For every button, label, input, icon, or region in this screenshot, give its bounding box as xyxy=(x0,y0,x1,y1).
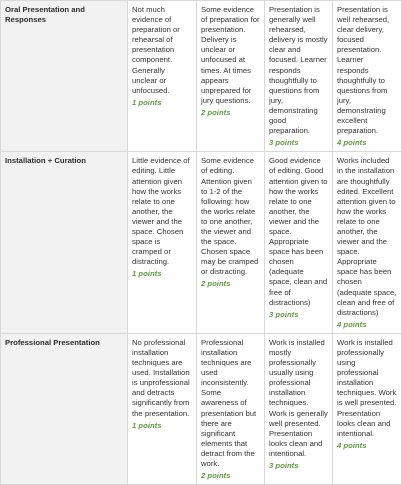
level-description: Some evidence of preparation for presentation. Delivery is unclear or unfocused at times. At times appears unprepared for jury questions. xyxy=(201,5,260,106)
level-cell xyxy=(333,1,401,152)
points-label: 2 points xyxy=(201,279,260,289)
points-label: 1 points xyxy=(132,98,192,108)
points-label: 2 points xyxy=(201,108,260,118)
level-description: Some evidence of editing. Attention given to 1-2 of the following: how the works relate to one another, the viewer and the space. Chosen space may be cramped or distracting. xyxy=(201,156,260,277)
level-cell xyxy=(333,333,401,484)
points-label: 4 points xyxy=(337,441,397,451)
level-description: Not much evidence of preparation or rehearsal of presentation component. Generally unclear or unfocused. xyxy=(132,5,192,96)
level-cell xyxy=(197,1,265,152)
points-label: 1 points xyxy=(132,421,192,431)
criterion-cell: Oral Presentation and Responses xyxy=(1,1,128,152)
level-description: Presentation is generally well rehearsed, delivery is mostly clear and focused. Learner responds thoughtfully to questions from jury, demonstrating good preparation. xyxy=(269,5,328,136)
points-label: 3 points xyxy=(269,138,328,148)
level-cell xyxy=(265,1,333,152)
points-label: 4 points xyxy=(337,138,397,148)
level-cell xyxy=(128,333,197,484)
rubric-row-installation-curation xyxy=(1,152,401,334)
points-label: 2 points xyxy=(201,471,260,481)
criterion-cell: Installation + Curation xyxy=(1,152,128,334)
level-cell xyxy=(265,333,333,484)
level-cell xyxy=(197,333,265,484)
points-label: 4 points xyxy=(337,320,397,330)
points-label: 1 points xyxy=(132,269,192,279)
rubric-row-professional-presentation xyxy=(1,333,401,484)
points-label: 3 points xyxy=(269,310,328,320)
level-description: Work is installed mostly professionally usually using professional installation techniques. Work is generally well presented. Presentation looks clean and intentional. xyxy=(269,338,328,459)
level-description: Works included in the installation are thoughtfully edited. Excellent attention given to how the works relate to one another, the viewer and the space. Appropriate space has been chosen (adequate space, clean and free of distractions) xyxy=(337,156,397,318)
rubric-row-oral-presentation xyxy=(1,1,401,152)
level-cell xyxy=(128,1,197,152)
level-cell xyxy=(265,152,333,334)
level-description: Good evidence of editing. Good attention given to how the works relate to one another, the viewer and the space. Appropriate space has been chosen (adequate space, clean and free of distractions) xyxy=(269,156,328,307)
level-cell xyxy=(197,152,265,334)
level-description: Professional installation techniques are used inconsistently. Some awareness of presentation but there are significant elements that detract from the work. xyxy=(201,338,260,469)
level-description: Work is installed professionally using professional installation techniques. Work is well presented. Presentation looks clean and intentional. xyxy=(337,338,397,439)
level-description: Presentation is well rehearsed, clear delivery, focused presentation. Learner responds thoughtfully to questions from jury, demonstrating excellent preparation. xyxy=(337,5,397,136)
level-description: Little evidence of editing. Little attention given how the works relate to one another, the viewer and the space. Chosen space is cramped or distracting. xyxy=(132,156,192,267)
points-label: 3 points xyxy=(269,461,328,471)
level-cell xyxy=(128,152,197,334)
level-cell xyxy=(333,152,401,334)
level-description: No professional installation techniques are used. Installation is unprofessional and detracts significantly from the presentation. xyxy=(132,338,192,419)
criterion-cell: Professional Presentation xyxy=(1,333,128,484)
